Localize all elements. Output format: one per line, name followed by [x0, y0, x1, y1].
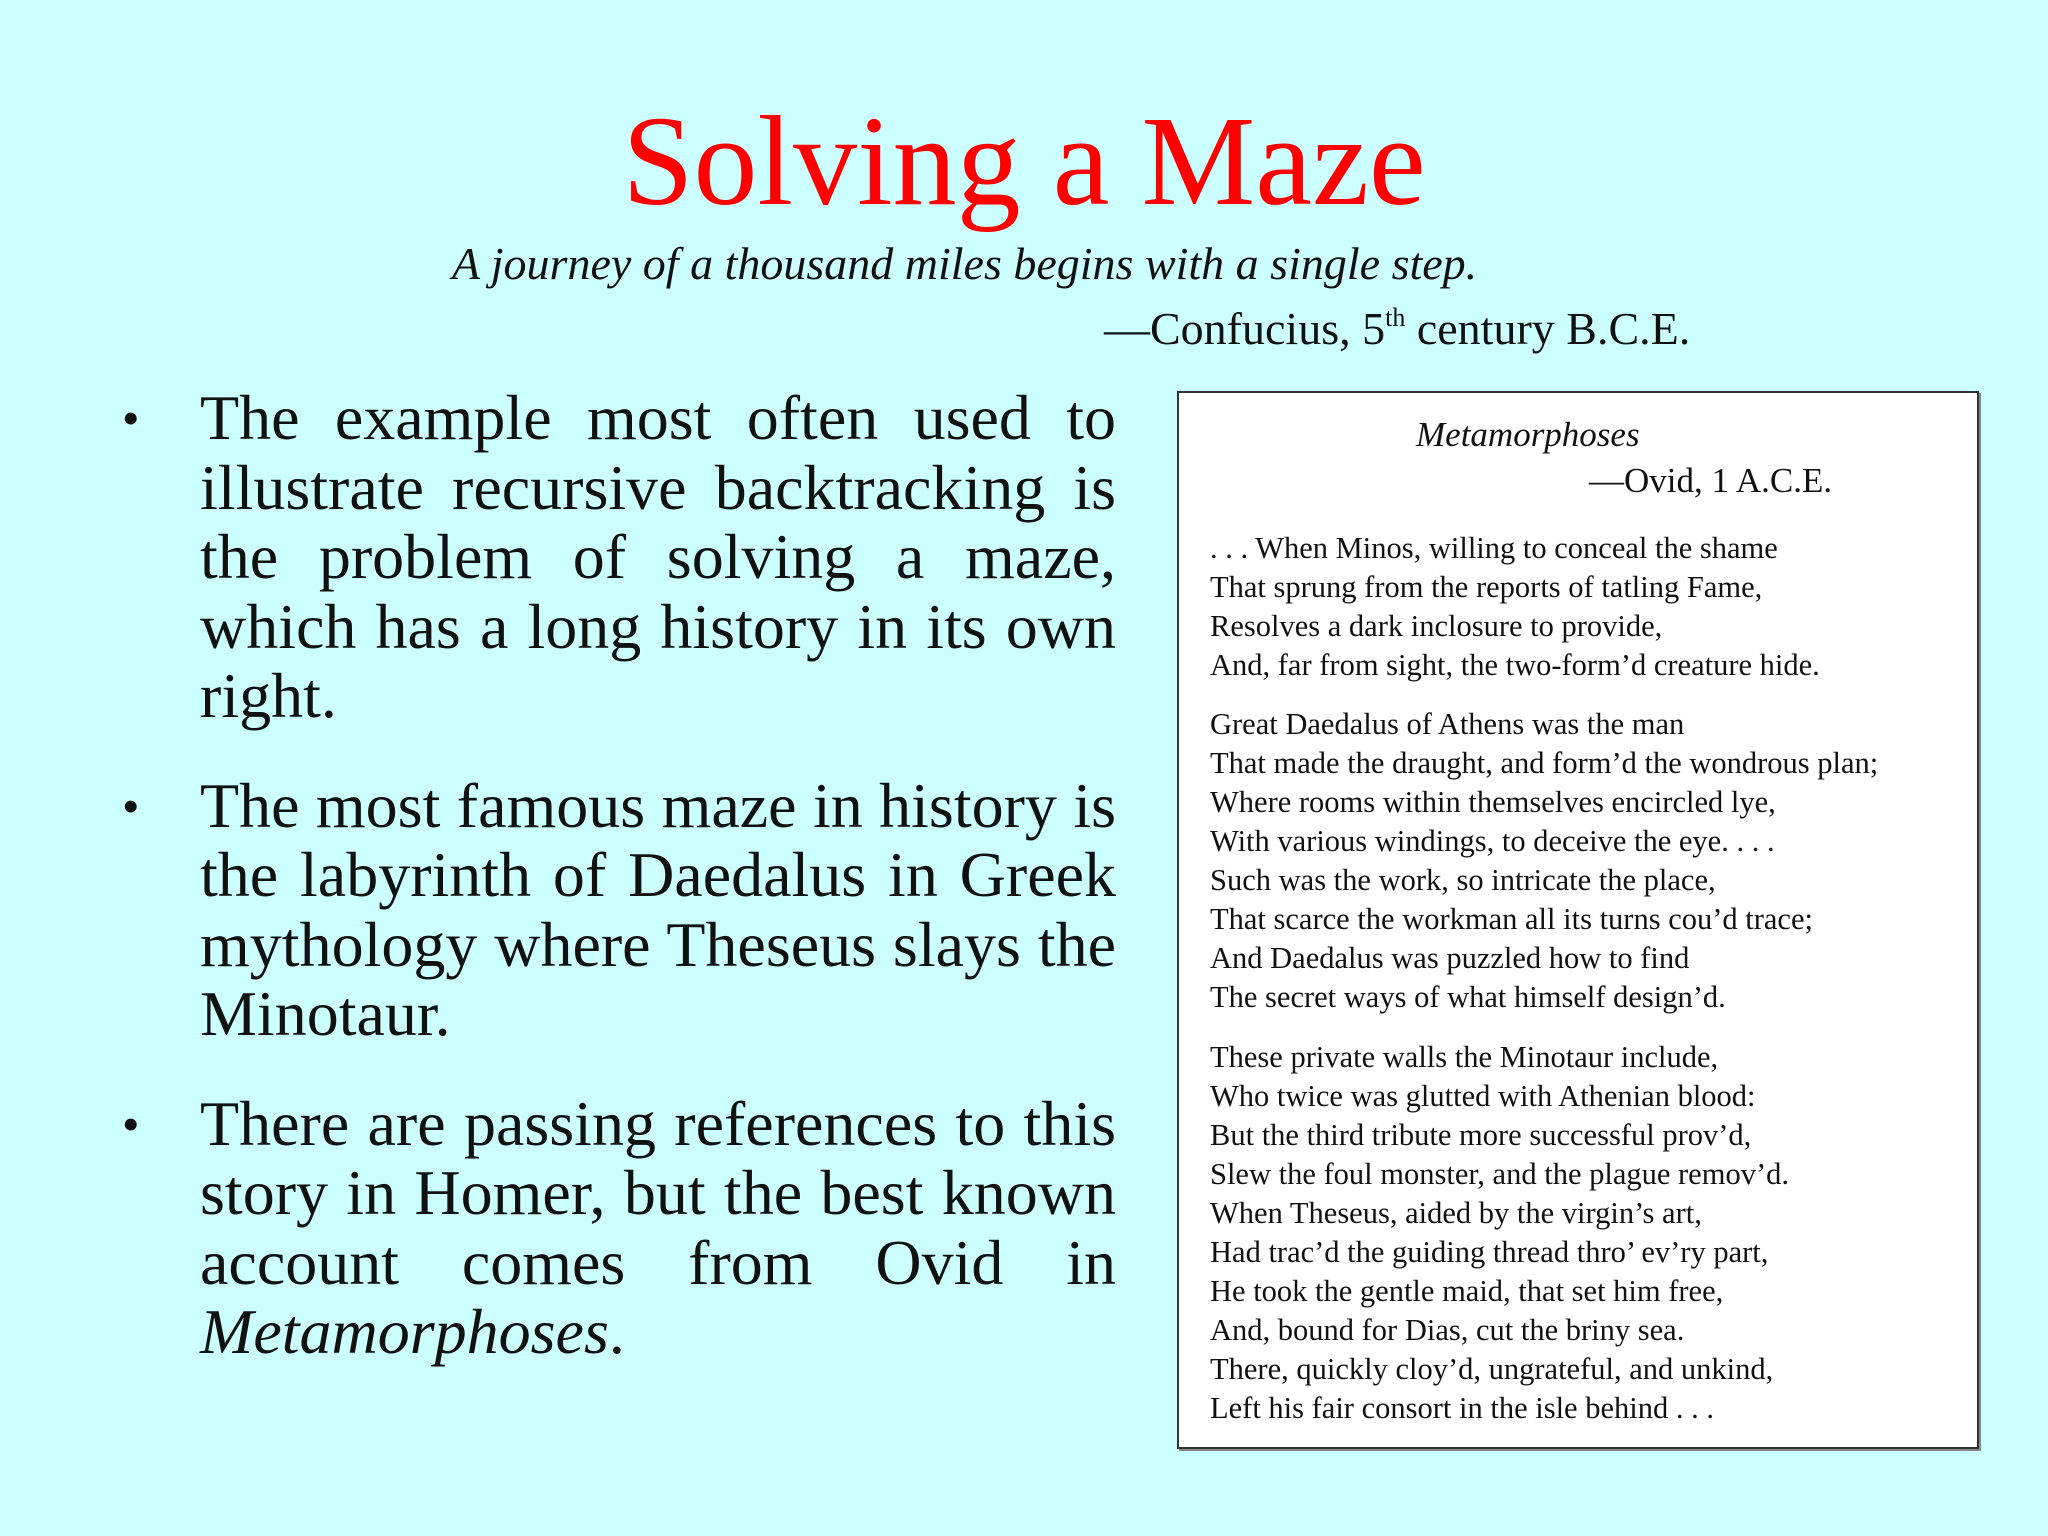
poem-line: That sprung from the reports of tatling Fame, [1210, 570, 1763, 604]
epigraph-quote: A journey of a thousand miles begins with a single step. [452, 238, 1478, 289]
poem-attribution: —Ovid, 1 A.C.E. [1589, 461, 1833, 500]
epigraph-attribution-superscript: th [1385, 303, 1406, 332]
poem-line: And, bound for Dias, cut the briny sea. [1210, 1313, 1685, 1347]
poem-stanza [1210, 1038, 1789, 1428]
poem-line: The secret ways of what himself design’d. [1210, 980, 1726, 1014]
poem-line: Left his fair consort in the isle behind . . . [1210, 1391, 1714, 1425]
poem-line: With various windings, to deceive the eye. . . . [1210, 824, 1775, 858]
bullet-icon: • [122, 1095, 140, 1152]
epigraph-attribution-prefix: —Confucius, 5 [1104, 303, 1386, 354]
bullet-text: The most famous maze in history is the labyrinth of Daedalus in Greek mythology where Theseus slays the Minotaur. [200, 769, 1116, 1049]
bullet-icon: • [122, 777, 140, 834]
poem-stanza [1210, 705, 1878, 1017]
bullet-list [118, 383, 1116, 1407]
poem-line: When Theseus, aided by the virgin’s art, [1210, 1196, 1702, 1230]
bullet-text: The example most often used to illustrate recursive backtracking is the problem of solving a maze, which has a long history in its own right. [200, 382, 1116, 731]
poem-line: There, quickly cloy’d, ungrateful, and unkind, [1210, 1352, 1774, 1386]
book-title-italic: Metamorphoses [200, 1296, 609, 1367]
poem-line: And Daedalus was puzzled how to find [1210, 941, 1690, 975]
poem-stanza [1210, 529, 1820, 685]
poem-line: . . . When Minos, willing to conceal the shame [1210, 531, 1778, 565]
poem-line: He took the gentle maid, that set him free, [1210, 1274, 1724, 1308]
epigraph-attribution-suffix: century B.C.E. [1405, 303, 1691, 354]
bullet-text [200, 1089, 1116, 1367]
poem-line: Who twice was glutted with Athenian blood: [1210, 1079, 1756, 1113]
bullet-icon: • [122, 390, 140, 446]
epigraph-attribution [1104, 301, 1690, 357]
bullet-item [118, 771, 1116, 1049]
poem-title: Metamorphoses [1416, 415, 1640, 454]
bullet-item [118, 383, 1116, 731]
bullet-text-part: . [608, 1296, 625, 1367]
poem-line: But the third tribute more successful prov’d, [1210, 1118, 1752, 1152]
poem-line: Resolves a dark inclosure to provide, [1210, 609, 1663, 643]
poem-line: Such was the work, so intricate the place, [1210, 863, 1716, 897]
poem-line: And, far from sight, the two-form’d creature hide. [1210, 648, 1820, 682]
slide-title: Solving a Maze [622, 90, 1426, 232]
poem-line: That made the draught, and form’d the wondrous plan; [1210, 746, 1879, 780]
poem-line: Had trac’d the guiding thread thro’ ev’ry part, [1210, 1235, 1769, 1269]
bullet-item [118, 1089, 1116, 1367]
bullet-text-part: There are passing references to this story in Homer, but the best known account comes from Ovid in [200, 1087, 1116, 1298]
poem-line: That scarce the workman all its turns cou’d trace; [1210, 902, 1813, 936]
poem-line: Where rooms within themselves encircled lye, [1210, 785, 1776, 819]
poem-line: Slew the foul monster, and the plague remov’d. [1210, 1157, 1789, 1191]
poem-line: These private walls the Minotaur include, [1210, 1040, 1719, 1074]
poem-line: Great Daedalus of Athens was the man [1210, 707, 1685, 741]
